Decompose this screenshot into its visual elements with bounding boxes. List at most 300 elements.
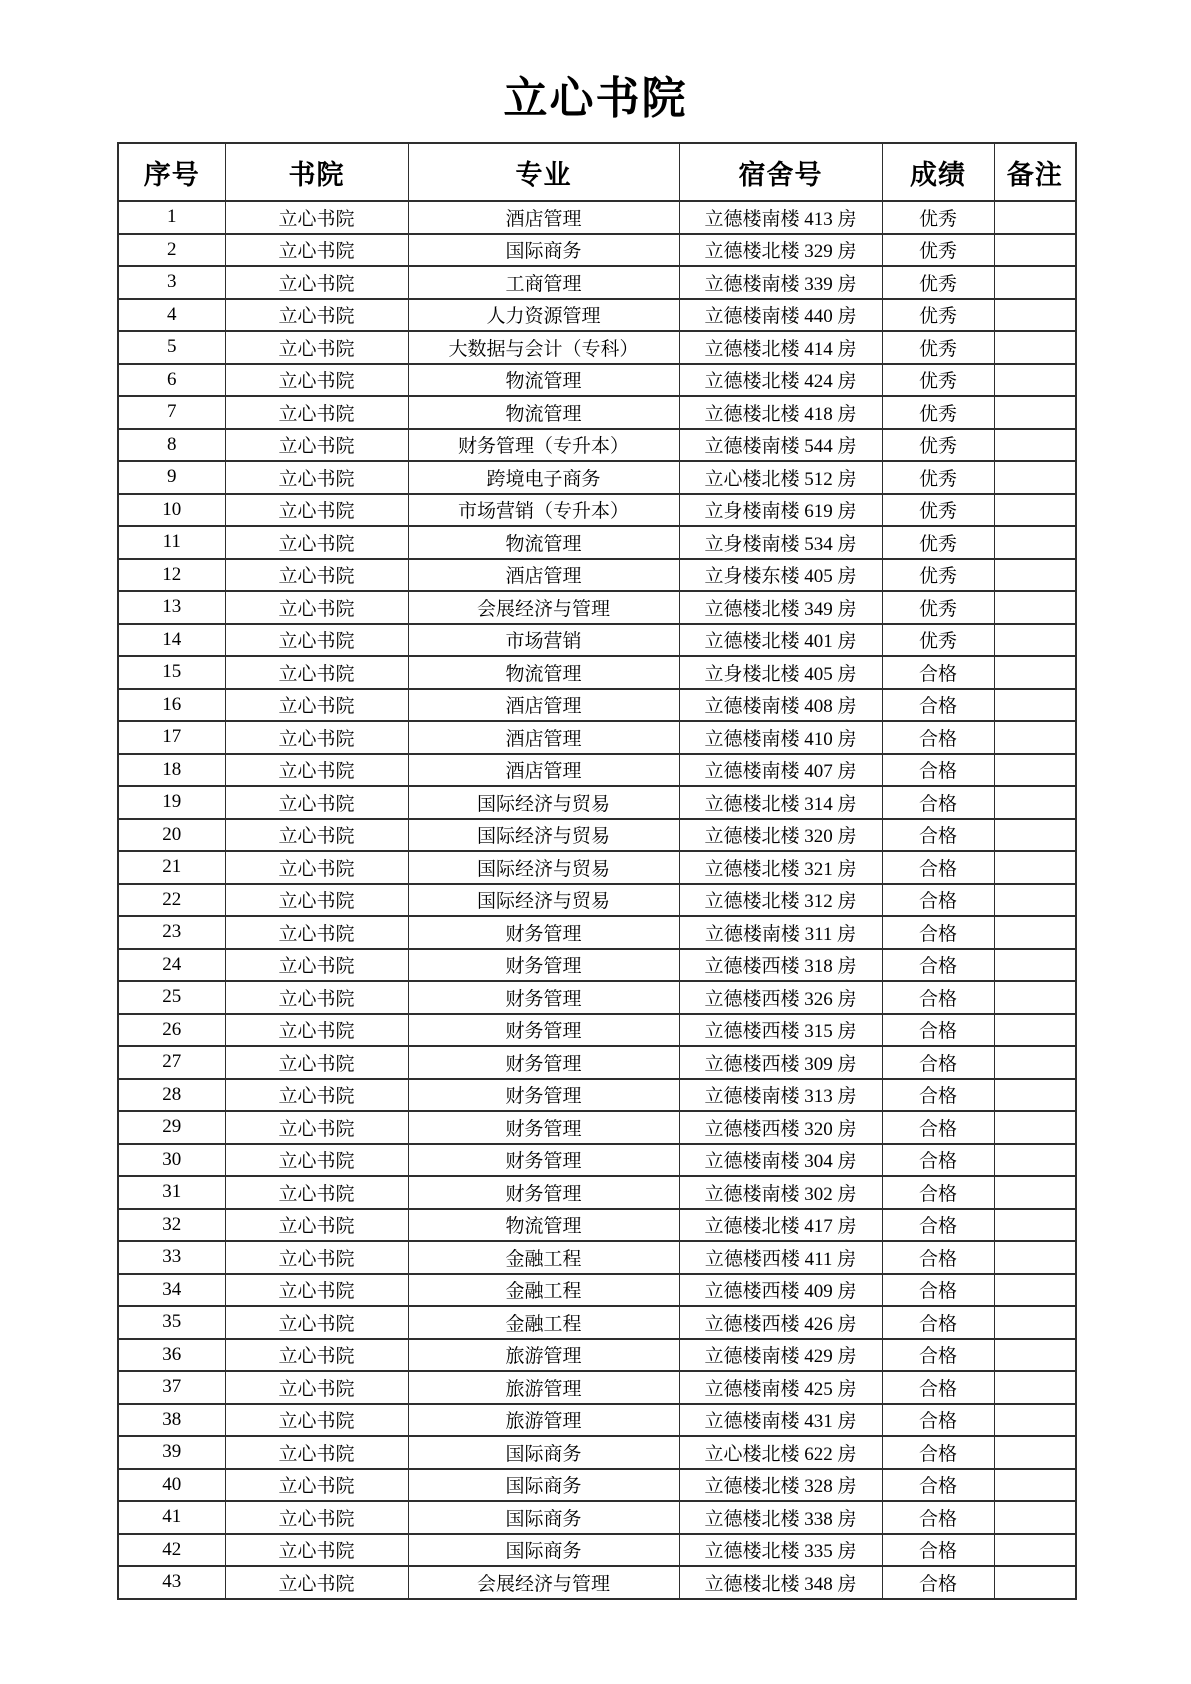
column-header-no: 序号	[118, 143, 225, 201]
cell-remark	[994, 526, 1076, 559]
cell-grade: 合格	[882, 1209, 994, 1242]
cell-academy: 立心书院	[225, 396, 408, 429]
cell-no: 9	[118, 461, 225, 494]
cell-major: 国际商务	[408, 1436, 679, 1469]
cell-academy: 立心书院	[225, 624, 408, 657]
table-row	[118, 721, 1076, 754]
cell-no: 38	[118, 1404, 225, 1437]
cell-dorm: 立德楼南楼 407 房	[679, 754, 882, 787]
cell-dorm: 立德楼南楼 413 房	[679, 201, 882, 234]
column-header-major: 专业	[408, 143, 679, 201]
table-row	[118, 1436, 1076, 1469]
cell-grade: 优秀	[882, 299, 994, 332]
cell-grade: 优秀	[882, 201, 994, 234]
cell-remark	[994, 1306, 1076, 1339]
cell-remark	[994, 1566, 1076, 1599]
cell-dorm: 立身楼南楼 534 房	[679, 526, 882, 559]
table-row	[118, 916, 1076, 949]
cell-major: 旅游管理	[408, 1404, 679, 1437]
page-title: 立心书院	[503, 74, 688, 123]
cell-dorm: 立德楼南楼 440 房	[679, 299, 882, 332]
table-row	[118, 1306, 1076, 1339]
cell-grade: 优秀	[882, 559, 994, 592]
table-row	[118, 299, 1076, 332]
table-row	[118, 754, 1076, 787]
cell-grade: 合格	[882, 656, 994, 689]
cell-academy: 立心书院	[225, 1404, 408, 1437]
cell-academy: 立心书院	[225, 1014, 408, 1047]
cell-no: 21	[118, 851, 225, 884]
table-row	[118, 1501, 1076, 1534]
cell-remark	[994, 1371, 1076, 1404]
cell-major: 财务管理	[408, 981, 679, 1014]
cell-remark	[994, 754, 1076, 787]
cell-grade: 优秀	[882, 429, 994, 462]
cell-academy: 立心书院	[225, 916, 408, 949]
cell-remark	[994, 884, 1076, 917]
cell-no: 41	[118, 1501, 225, 1534]
cell-academy: 立心书院	[225, 1436, 408, 1469]
cell-remark	[994, 461, 1076, 494]
cell-academy: 立心书院	[225, 299, 408, 332]
cell-major: 大数据与会计（专科）	[408, 331, 679, 364]
cell-major: 酒店管理	[408, 721, 679, 754]
cell-no: 5	[118, 331, 225, 364]
cell-dorm: 立身楼北楼 405 房	[679, 656, 882, 689]
cell-dorm: 立德楼西楼 411 房	[679, 1241, 882, 1274]
table-row	[118, 1079, 1076, 1112]
cell-dorm: 立心楼北楼 512 房	[679, 461, 882, 494]
cell-dorm: 立身楼东楼 405 房	[679, 559, 882, 592]
cell-major: 人力资源管理	[408, 299, 679, 332]
cell-major: 旅游管理	[408, 1371, 679, 1404]
cell-no: 32	[118, 1209, 225, 1242]
header-row	[118, 143, 1076, 201]
cell-academy: 立心书院	[225, 364, 408, 397]
cell-dorm: 立德楼北楼 418 房	[679, 396, 882, 429]
cell-no: 12	[118, 559, 225, 592]
cell-academy: 立心书院	[225, 1079, 408, 1112]
cell-grade: 优秀	[882, 494, 994, 527]
cell-academy: 立心书院	[225, 429, 408, 462]
cell-dorm: 立德楼北楼 328 房	[679, 1469, 882, 1502]
table-row	[118, 689, 1076, 722]
cell-dorm: 立德楼北楼 424 房	[679, 364, 882, 397]
table-row	[118, 266, 1076, 299]
cell-grade: 合格	[882, 884, 994, 917]
table-row	[118, 1404, 1076, 1437]
cell-dorm: 立德楼西楼 309 房	[679, 1046, 882, 1079]
cell-academy: 立心书院	[225, 884, 408, 917]
cell-academy: 立心书院	[225, 1501, 408, 1534]
cell-major: 物流管理	[408, 656, 679, 689]
table-row	[118, 429, 1076, 462]
cell-remark	[994, 1046, 1076, 1079]
cell-no: 23	[118, 916, 225, 949]
cell-no: 28	[118, 1079, 225, 1112]
cell-academy: 立心书院	[225, 981, 408, 1014]
cell-grade: 合格	[882, 1014, 994, 1047]
cell-major: 财务管理	[408, 1111, 679, 1144]
cell-no: 39	[118, 1436, 225, 1469]
cell-grade: 合格	[882, 1404, 994, 1437]
cell-academy: 立心书院	[225, 1469, 408, 1502]
table-row	[118, 1209, 1076, 1242]
table-row	[118, 1274, 1076, 1307]
cell-no: 37	[118, 1371, 225, 1404]
cell-major: 财务管理	[408, 949, 679, 982]
cell-major: 市场营销（专升本）	[408, 494, 679, 527]
cell-no: 34	[118, 1274, 225, 1307]
cell-remark	[994, 1144, 1076, 1177]
cell-grade: 合格	[882, 1306, 994, 1339]
table-row	[118, 1371, 1076, 1404]
cell-major: 酒店管理	[408, 201, 679, 234]
table-row	[118, 624, 1076, 657]
cell-dorm: 立德楼北楼 417 房	[679, 1209, 882, 1242]
cell-remark	[994, 1241, 1076, 1274]
cell-no: 33	[118, 1241, 225, 1274]
cell-remark	[994, 364, 1076, 397]
cell-academy: 立心书院	[225, 591, 408, 624]
cell-academy: 立心书院	[225, 1566, 408, 1599]
cell-grade: 优秀	[882, 624, 994, 657]
cell-grade: 优秀	[882, 234, 994, 267]
cell-remark	[994, 786, 1076, 819]
cell-major: 会展经济与管理	[408, 1566, 679, 1599]
cell-grade: 合格	[882, 1501, 994, 1534]
cell-no: 6	[118, 364, 225, 397]
cell-academy: 立心书院	[225, 656, 408, 689]
cell-dorm: 立德楼南楼 544 房	[679, 429, 882, 462]
cell-major: 财务管理	[408, 1079, 679, 1112]
cell-academy: 立心书院	[225, 754, 408, 787]
cell-dorm: 立德楼北楼 338 房	[679, 1501, 882, 1534]
cell-remark	[994, 1079, 1076, 1112]
cell-remark	[994, 201, 1076, 234]
cell-no: 20	[118, 819, 225, 852]
table-header	[118, 143, 1076, 201]
cell-remark	[994, 981, 1076, 1014]
cell-grade: 优秀	[882, 266, 994, 299]
cell-remark	[994, 1014, 1076, 1047]
cell-remark	[994, 591, 1076, 624]
cell-remark	[994, 916, 1076, 949]
cell-no: 8	[118, 429, 225, 462]
cell-remark	[994, 1469, 1076, 1502]
cell-no: 3	[118, 266, 225, 299]
cell-academy: 立心书院	[225, 1209, 408, 1242]
roster-table	[117, 142, 1077, 1600]
cell-academy: 立心书院	[225, 494, 408, 527]
table-row	[118, 786, 1076, 819]
cell-no: 16	[118, 689, 225, 722]
cell-no: 35	[118, 1306, 225, 1339]
cell-dorm: 立德楼北楼 414 房	[679, 331, 882, 364]
cell-remark	[994, 624, 1076, 657]
cell-no: 1	[118, 201, 225, 234]
table-row	[118, 201, 1076, 234]
cell-dorm: 立德楼北楼 335 房	[679, 1534, 882, 1567]
cell-grade: 合格	[882, 786, 994, 819]
cell-academy: 立心书院	[225, 1046, 408, 1079]
cell-no: 42	[118, 1534, 225, 1567]
cell-no: 4	[118, 299, 225, 332]
table-row	[118, 396, 1076, 429]
cell-dorm: 立德楼北楼 312 房	[679, 884, 882, 917]
cell-remark	[994, 949, 1076, 982]
cell-no: 29	[118, 1111, 225, 1144]
cell-grade: 合格	[882, 1176, 994, 1209]
cell-academy: 立心书院	[225, 1241, 408, 1274]
cell-major: 物流管理	[408, 526, 679, 559]
cell-remark	[994, 1176, 1076, 1209]
cell-grade: 合格	[882, 981, 994, 1014]
cell-dorm: 立德楼南楼 302 房	[679, 1176, 882, 1209]
table-row	[118, 949, 1076, 982]
table-row	[118, 1176, 1076, 1209]
table-row	[118, 1014, 1076, 1047]
cell-major: 酒店管理	[408, 689, 679, 722]
cell-academy: 立心书院	[225, 851, 408, 884]
cell-major: 会展经济与管理	[408, 591, 679, 624]
cell-no: 17	[118, 721, 225, 754]
cell-academy: 立心书院	[225, 1339, 408, 1372]
column-header-academy: 书院	[225, 143, 408, 201]
cell-grade: 合格	[882, 1534, 994, 1567]
cell-major: 国际商务	[408, 234, 679, 267]
cell-major: 财务管理	[408, 1144, 679, 1177]
cell-major: 财务管理（专升本）	[408, 429, 679, 462]
cell-grade: 合格	[882, 916, 994, 949]
cell-dorm: 立德楼西楼 320 房	[679, 1111, 882, 1144]
cell-grade: 合格	[882, 851, 994, 884]
cell-no: 10	[118, 494, 225, 527]
cell-major: 市场营销	[408, 624, 679, 657]
cell-major: 金融工程	[408, 1274, 679, 1307]
cell-dorm: 立德楼北楼 320 房	[679, 819, 882, 852]
cell-dorm: 立德楼北楼 349 房	[679, 591, 882, 624]
cell-remark	[994, 721, 1076, 754]
table-row	[118, 331, 1076, 364]
cell-no: 26	[118, 1014, 225, 1047]
cell-academy: 立心书院	[225, 1534, 408, 1567]
cell-grade: 合格	[882, 1079, 994, 1112]
cell-academy: 立心书院	[225, 234, 408, 267]
cell-academy: 立心书院	[225, 559, 408, 592]
cell-remark	[994, 559, 1076, 592]
cell-grade: 合格	[882, 1046, 994, 1079]
cell-major: 旅游管理	[408, 1339, 679, 1372]
cell-dorm: 立德楼北楼 321 房	[679, 851, 882, 884]
cell-major: 财务管理	[408, 916, 679, 949]
cell-academy: 立心书院	[225, 721, 408, 754]
table-row	[118, 981, 1076, 1014]
cell-major: 国际商务	[408, 1469, 679, 1502]
cell-academy: 立心书院	[225, 689, 408, 722]
cell-no: 14	[118, 624, 225, 657]
table-row	[118, 526, 1076, 559]
cell-academy: 立心书院	[225, 1306, 408, 1339]
column-header-grade: 成绩	[882, 143, 994, 201]
cell-academy: 立心书院	[225, 461, 408, 494]
cell-academy: 立心书院	[225, 526, 408, 559]
cell-remark	[994, 851, 1076, 884]
cell-major: 工商管理	[408, 266, 679, 299]
cell-remark	[994, 234, 1076, 267]
cell-grade: 合格	[882, 1566, 994, 1599]
cell-grade: 合格	[882, 949, 994, 982]
table-row	[118, 1469, 1076, 1502]
cell-grade: 合格	[882, 1436, 994, 1469]
table-row	[118, 494, 1076, 527]
cell-major: 国际经济与贸易	[408, 786, 679, 819]
cell-dorm: 立德楼南楼 408 房	[679, 689, 882, 722]
cell-remark	[994, 1274, 1076, 1307]
cell-no: 40	[118, 1469, 225, 1502]
table-body	[118, 201, 1076, 1599]
cell-no: 15	[118, 656, 225, 689]
cell-major: 国际经济与贸易	[408, 851, 679, 884]
cell-remark	[994, 266, 1076, 299]
cell-academy: 立心书院	[225, 1274, 408, 1307]
cell-no: 31	[118, 1176, 225, 1209]
table-row	[118, 1046, 1076, 1079]
cell-major: 财务管理	[408, 1046, 679, 1079]
cell-major: 国际经济与贸易	[408, 884, 679, 917]
cell-grade: 合格	[882, 689, 994, 722]
cell-major: 财务管理	[408, 1176, 679, 1209]
cell-academy: 立心书院	[225, 266, 408, 299]
cell-major: 酒店管理	[408, 754, 679, 787]
cell-remark	[994, 429, 1076, 462]
cell-dorm: 立德楼西楼 315 房	[679, 1014, 882, 1047]
cell-major: 物流管理	[408, 1209, 679, 1242]
table-row	[118, 364, 1076, 397]
cell-grade: 合格	[882, 1274, 994, 1307]
cell-dorm: 立心楼北楼 622 房	[679, 1436, 882, 1469]
cell-no: 27	[118, 1046, 225, 1079]
table-row	[118, 461, 1076, 494]
cell-grade: 合格	[882, 819, 994, 852]
cell-no: 25	[118, 981, 225, 1014]
cell-dorm: 立德楼北楼 401 房	[679, 624, 882, 657]
cell-no: 13	[118, 591, 225, 624]
cell-remark	[994, 1111, 1076, 1144]
cell-dorm: 立德楼西楼 409 房	[679, 1274, 882, 1307]
cell-remark	[994, 1404, 1076, 1437]
cell-grade: 优秀	[882, 331, 994, 364]
table-row	[118, 656, 1076, 689]
cell-no: 36	[118, 1339, 225, 1372]
cell-academy: 立心书院	[225, 1176, 408, 1209]
cell-academy: 立心书院	[225, 819, 408, 852]
cell-remark	[994, 656, 1076, 689]
cell-dorm: 立德楼北楼 348 房	[679, 1566, 882, 1599]
cell-dorm: 立德楼北楼 329 房	[679, 234, 882, 267]
cell-major: 金融工程	[408, 1306, 679, 1339]
cell-remark	[994, 689, 1076, 722]
cell-dorm: 立身楼南楼 619 房	[679, 494, 882, 527]
column-header-dorm: 宿舍号	[679, 143, 882, 201]
cell-remark	[994, 819, 1076, 852]
cell-remark	[994, 396, 1076, 429]
cell-remark	[994, 1339, 1076, 1372]
cell-dorm: 立德楼南楼 304 房	[679, 1144, 882, 1177]
cell-academy: 立心书院	[225, 331, 408, 364]
cell-remark	[994, 331, 1076, 364]
cell-grade: 合格	[882, 1144, 994, 1177]
table-row	[118, 1241, 1076, 1274]
cell-remark	[994, 1534, 1076, 1567]
cell-academy: 立心书院	[225, 1371, 408, 1404]
column-header-remark: 备注	[994, 143, 1076, 201]
cell-remark	[994, 1436, 1076, 1469]
cell-grade: 合格	[882, 1469, 994, 1502]
cell-academy: 立心书院	[225, 1144, 408, 1177]
cell-dorm: 立德楼南楼 431 房	[679, 1404, 882, 1437]
cell-dorm: 立德楼西楼 426 房	[679, 1306, 882, 1339]
cell-dorm: 立德楼西楼 318 房	[679, 949, 882, 982]
table-row	[118, 1534, 1076, 1567]
cell-academy: 立心书院	[225, 949, 408, 982]
cell-no: 11	[118, 526, 225, 559]
cell-grade: 优秀	[882, 364, 994, 397]
cell-remark	[994, 1209, 1076, 1242]
cell-dorm: 立德楼南楼 410 房	[679, 721, 882, 754]
cell-dorm: 立德楼北楼 314 房	[679, 786, 882, 819]
cell-remark	[994, 299, 1076, 332]
cell-dorm: 立德楼南楼 339 房	[679, 266, 882, 299]
table-row	[118, 1144, 1076, 1177]
table-row	[118, 1339, 1076, 1372]
cell-dorm: 立德楼西楼 326 房	[679, 981, 882, 1014]
cell-academy: 立心书院	[225, 201, 408, 234]
table-row	[118, 234, 1076, 267]
table-row	[118, 884, 1076, 917]
cell-grade: 合格	[882, 754, 994, 787]
cell-dorm: 立德楼南楼 429 房	[679, 1339, 882, 1372]
cell-no: 30	[118, 1144, 225, 1177]
cell-grade: 合格	[882, 1241, 994, 1274]
cell-no: 24	[118, 949, 225, 982]
cell-major: 国际商务	[408, 1501, 679, 1534]
cell-major: 国际商务	[408, 1534, 679, 1567]
cell-major: 物流管理	[408, 364, 679, 397]
cell-no: 18	[118, 754, 225, 787]
cell-no: 19	[118, 786, 225, 819]
cell-remark	[994, 494, 1076, 527]
cell-grade: 优秀	[882, 461, 994, 494]
cell-major: 国际经济与贸易	[408, 819, 679, 852]
cell-grade: 优秀	[882, 396, 994, 429]
cell-major: 金融工程	[408, 1241, 679, 1274]
cell-major: 物流管理	[408, 396, 679, 429]
cell-major: 跨境电子商务	[408, 461, 679, 494]
table-row	[118, 591, 1076, 624]
cell-academy: 立心书院	[225, 1111, 408, 1144]
cell-no: 2	[118, 234, 225, 267]
cell-grade: 合格	[882, 1339, 994, 1372]
cell-no: 7	[118, 396, 225, 429]
cell-grade: 合格	[882, 1111, 994, 1144]
cell-no: 22	[118, 884, 225, 917]
cell-dorm: 立德楼南楼 425 房	[679, 1371, 882, 1404]
table-row	[118, 851, 1076, 884]
table-row	[118, 1111, 1076, 1144]
cell-grade: 优秀	[882, 591, 994, 624]
table-row	[118, 819, 1076, 852]
